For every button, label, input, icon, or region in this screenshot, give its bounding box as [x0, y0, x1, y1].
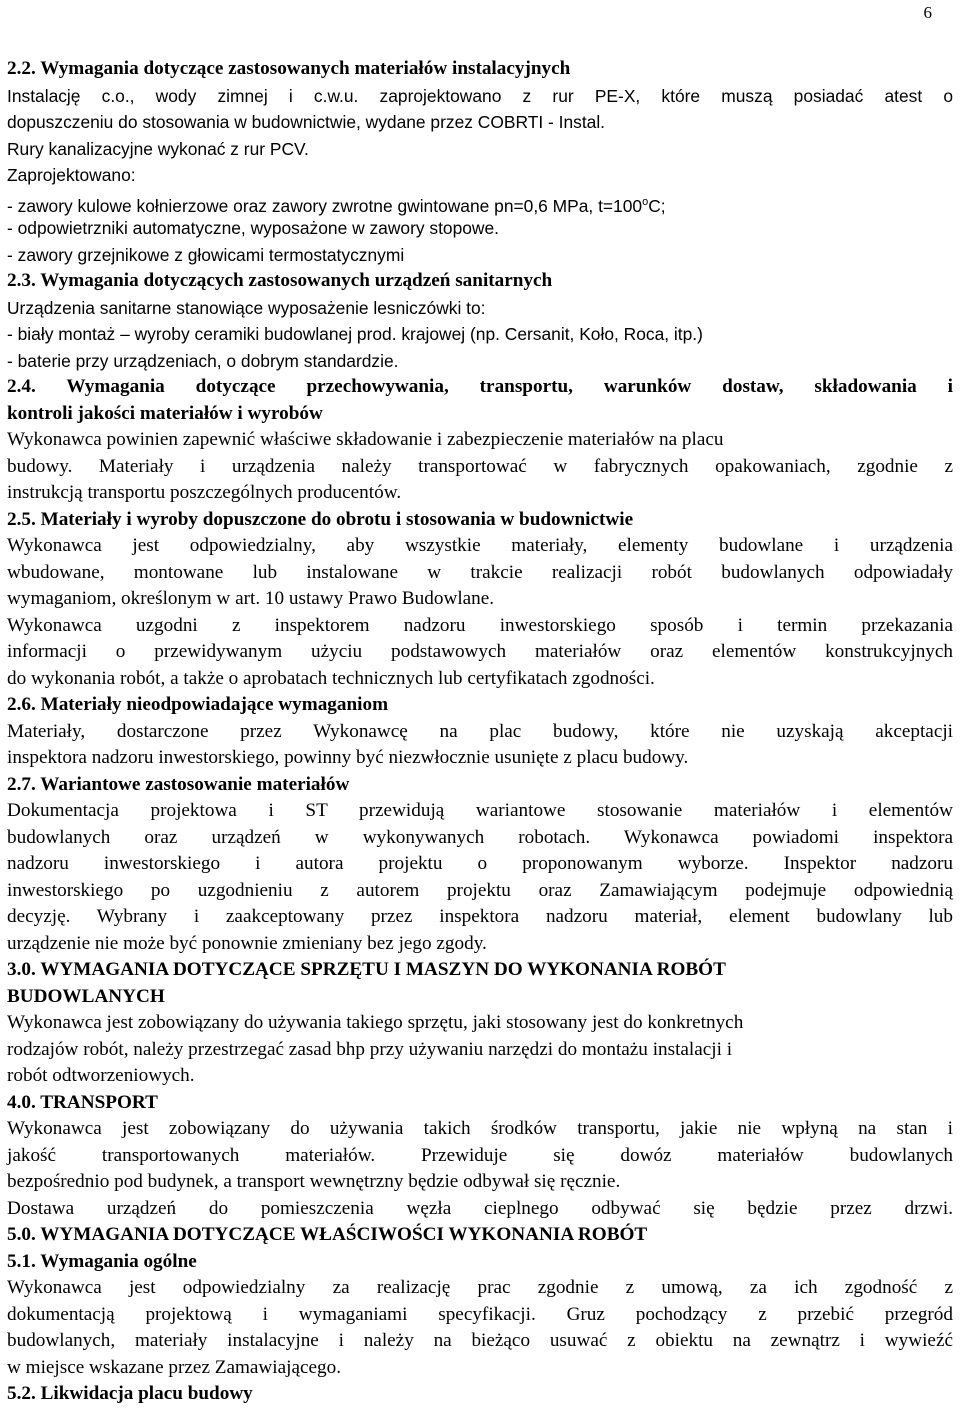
line-text: - baterie przy urządzeniach, o dobrym standardzie. [7, 350, 399, 371]
text-line [7, 1116, 953, 1143]
text-line [7, 1143, 953, 1170]
text-line [7, 1355, 953, 1382]
line-text: Wykonawca jest odpowiedzialny za realizację prac zgodnie z umową, za ich zgodność z [7, 1277, 953, 1298]
text-line [7, 1010, 953, 1037]
line-text: dopuszczeniu do stosowania w budownictwie, wydane przez COBRTI - Instal. [7, 112, 606, 132]
line-text: Zaprojektowano: [7, 165, 136, 185]
line-text: - zawory grzejnikowe z głowicami termostatycznymi [7, 244, 405, 265]
line-text: 2.2. Wymagania dotyczące zastosowanych materiałów instalacyjnych [7, 58, 571, 79]
text-line [7, 427, 953, 454]
text-line [7, 666, 953, 693]
line-text: 5.2. Likwidacja placu budowy [7, 1383, 253, 1404]
line-text: jakość transportowanych materiałów. Przewiduje się dowóz materiałów budowlanych [7, 1144, 953, 1166]
text-line [7, 215, 953, 242]
line-text: wbudowane, montowane lub instalowane w trakcie realizacji robót budowlanych odpowiadały [7, 561, 953, 583]
line-text: budowy. Materiały i urządzenia należy transportować w fabrycznych opakowaniach, zgodnie z [7, 455, 953, 477]
text-line [7, 719, 953, 746]
text-line [7, 1196, 953, 1223]
text-line [7, 931, 953, 958]
line-text: Dostawa urządzeń do pomieszczenia węzła cieplnego odbywać się będzie przez drzwi. [7, 1197, 953, 1219]
line-text: Dokumentacja projektowa i ST przewidują wariantowe stosowanie materiałów i elementów [7, 800, 953, 821]
line-text: urządzenie nie może być ponownie zmieniany bez jego zgody. [7, 932, 487, 954]
line-text: 2.6. Materiały nieodpowiadające wymaganiom [7, 694, 389, 715]
line-text: bezpośrednio pod budynek, a transport wewnętrzny będzie odbywał się ręcznie. [7, 1171, 621, 1192]
text-line [7, 1275, 953, 1302]
section-heading [7, 374, 953, 401]
line-text: inwestorskiego po uzgodnieniu z autorem projektu oraz Zamawiającym podejmuje odpowiednią [7, 879, 953, 901]
line-text: robót odtworzeniowych. [7, 1065, 195, 1086]
line-text: Wykonawca powinien zapewnić właściwe składowanie i zabezpieczenie materiałów na placu [7, 429, 724, 450]
line-text: kontroli jakości materiałów i wyrobów [7, 402, 323, 424]
line-text-suffix: C; [648, 195, 666, 216]
line-text: Materiały, dostarczone przez Wykonawcę na plac budowy, które nie uzyskają akceptacji [7, 720, 953, 742]
section-heading [7, 1249, 953, 1276]
degree-superscript: o [642, 195, 649, 208]
line-text: rodzajów robót, należy przestrzegać zasad bhp przy używaniu narzędzi do montażu instalacji i [7, 1038, 733, 1060]
text-line [7, 825, 953, 852]
text-line [7, 586, 953, 613]
text-line [7, 560, 953, 587]
document-body [7, 56, 953, 1408]
line-text: 4.0. TRANSPORT [7, 1091, 158, 1113]
text-line [7, 1328, 953, 1355]
section-heading [7, 56, 953, 83]
line-text: 2.5. Materiały i wyroby dopuszczone do obrotu i stosowania w budownictwie [7, 508, 634, 530]
section-heading [7, 507, 953, 534]
line-text: - odpowietrzniki automatyczne, wyposażone w zawory stopowe. [7, 218, 499, 238]
text-line [7, 162, 953, 189]
line-text: 5.1. Wymagania ogólne [7, 1250, 197, 1272]
line-text: budowlanych, materiały instalacyjne i należy na bieżąco usuwać z obiektu na zewnątrz i wywieźć [7, 1330, 953, 1351]
text-line [7, 878, 953, 905]
line-text: Wykonawca jest odpowiedzialny, aby wszystkie materiały, elementy budowlane i urządzenia [7, 535, 953, 556]
section-heading [7, 692, 953, 719]
section-heading [7, 957, 953, 984]
line-text: nadzoru inwestorskiego i autora projektu o proponowanym wyborze. Inspektor nadzoru [7, 853, 953, 874]
text-line [7, 1302, 953, 1329]
text-line [7, 745, 953, 772]
line-text: wymaganiom, określonym w art. 10 ustawy Prawo Budowlane. [7, 588, 495, 609]
line-text: dokumentacją projektową i wymaganiami specyfikacji. Gruz pochodzący z przebić przegród [7, 1303, 953, 1325]
line-text: Rury kanalizacyjne wykonać z rur PCV. [7, 138, 309, 159]
line-text: BUDOWLANYCH [7, 985, 165, 1007]
line-text: budowlanych oraz urządzeń w wykonywanych robotach. Wykonawca powiadomi inspektora [7, 826, 953, 848]
line-text: Wykonawca uzgodni z inspektorem nadzoru inwestorskiego sposób i termin przekazania [7, 614, 953, 636]
text-line [7, 1063, 953, 1090]
line-text: w miejsce wskazane przez Zamawiającego. [7, 1356, 342, 1378]
text-line [7, 348, 953, 375]
line-text: - zawory kulowe kołnierzowe oraz zawory zwrotne gwintowane pn=0,6 MPa, t=100 [7, 195, 643, 216]
text-line [7, 295, 953, 322]
section-heading [7, 772, 953, 799]
text-line [7, 321, 953, 348]
text-line [7, 533, 953, 560]
text-line [7, 136, 953, 163]
line-text: Urządzenia sanitarne stanowiące wyposażenie lesniczówki to: [7, 297, 486, 318]
text-line [7, 109, 953, 136]
text-line [7, 904, 953, 931]
text-line [7, 798, 953, 825]
text-line [7, 639, 953, 666]
section-heading [7, 984, 953, 1011]
line-text: Instalację c.o., wody zimnej i c.w.u. zaprojektowano z rur PE-X, które muszą posiadać atest o [7, 85, 953, 106]
text-line [7, 851, 953, 878]
section-heading [7, 1090, 953, 1117]
line-text: 2.4. Wymagania dotyczące przechowywania, transportu, warunków dostaw, składowania i [7, 376, 953, 397]
line-text: 2.3. Wymagania dotyczących zastosowanych urządzeń sanitarnych [7, 270, 553, 291]
line-text: decyzję. Wybrany i zaakceptowany przez inspektora nadzoru materiał, element budowlany lub [7, 906, 953, 927]
line-text: Wykonawca jest zobowiązany do używania takiego sprzętu, jaki stosowany jest do konkretnych [7, 1012, 744, 1033]
text-line [7, 242, 953, 269]
section-heading [7, 1381, 953, 1408]
section-heading [7, 401, 953, 428]
text-line [7, 1169, 953, 1196]
page-number: 6 [923, 3, 932, 22]
line-text: 3.0. WYMAGANIA DOTYCZĄCE SPRZĘTU I MASZYN DO WYKONANIA ROBÓT [7, 959, 726, 980]
line-text: - biały montaż – wyroby ceramiki budowlanej prod. krajowej (np. Cersanit, Koło, Roca, itp.) [7, 324, 703, 344]
line-text: 2.7. Wariantowe zastosowanie materiałów [7, 773, 350, 795]
text-line [7, 1037, 953, 1064]
text-line [7, 83, 953, 110]
line-text: inspektora nadzoru inwestorskiego, powinny być niezwłocznie usunięte z placu budowy. [7, 747, 689, 768]
text-line [7, 189, 953, 216]
text-line [7, 454, 953, 481]
text-line [7, 613, 953, 640]
line-text: 5.0. WYMAGANIA DOTYCZĄCE WŁAŚCIWOŚCI WYKONANIA ROBÓT [7, 1224, 648, 1245]
section-heading [7, 1222, 953, 1249]
line-text: do wykonania robót, a także o aprobatach technicznych lub certyfikatach zgodności. [7, 667, 655, 689]
line-text: informacji o przewidywanym użyciu podstawowych materiałów oraz elementów konstrukcyjnych [7, 641, 953, 662]
line-text: instrukcją transportu poszczególnych producentów. [7, 482, 402, 503]
line-text: Wykonawca jest zobowiązany do używania takich środków transportu, jakie nie wpłyną na stan i [7, 1118, 953, 1139]
section-heading [7, 268, 953, 295]
text-line [7, 480, 953, 507]
